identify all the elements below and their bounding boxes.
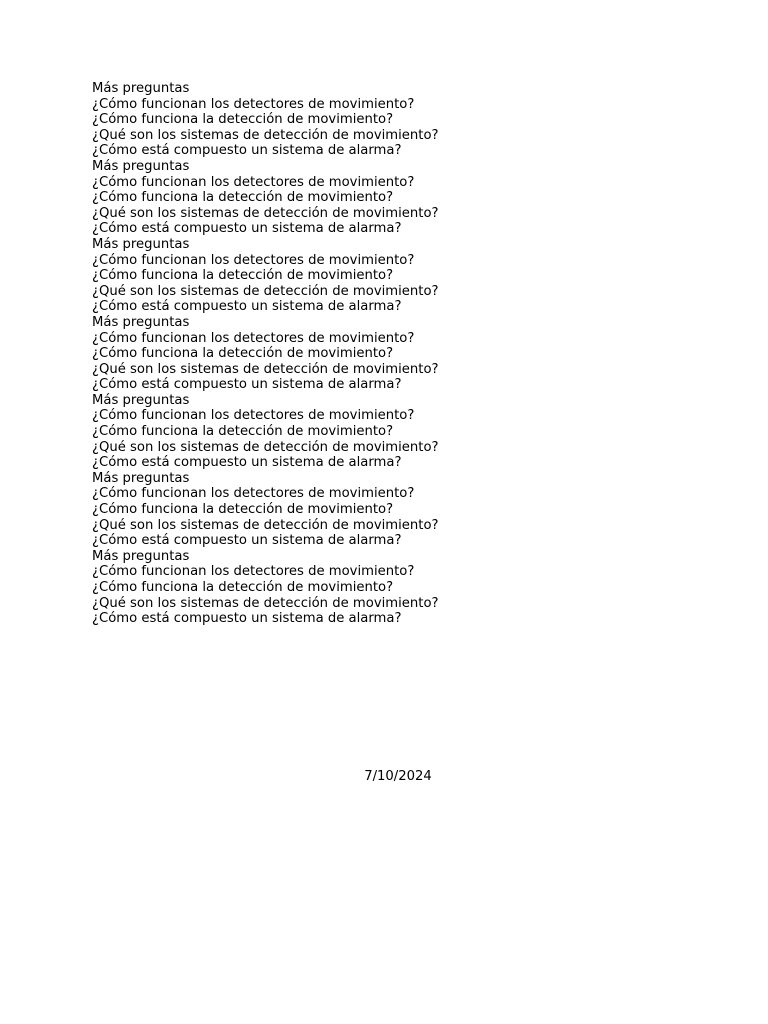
question-item: ¿Cómo funcionan los detectores de movimiento? [92,174,415,190]
question-item: ¿Cómo funciona la detección de movimiento? [92,424,394,440]
question-item: ¿Cómo está compuesto un sistema de alarma? [92,611,402,627]
question-item: ¿Cómo funcionan los detectores de movimiento? [92,96,415,112]
question-item: ¿Cómo está compuesto un sistema de alarma? [92,299,402,315]
question-item: ¿Cómo está compuesto un sistema de alarma? [92,221,402,237]
block-heading: Más preguntas [92,236,190,252]
question-item: ¿Qué son los sistemas de detección de movimiento? [92,283,439,299]
question-item: ¿Qué son los sistemas de detección de movimiento? [92,127,439,143]
question-item: ¿Qué son los sistemas de detección de movimiento? [92,361,439,377]
question-block [92,315,732,393]
footer-date: 7/10/2024 [364,769,432,784]
question-item: ¿Cómo funciona la detección de movimiento? [92,580,394,595]
question-block [92,549,732,627]
block-heading: Más preguntas [92,158,190,174]
question-item: ¿Cómo está compuesto un sistema de alarma? [92,533,402,549]
question-item: ¿Cómo funcionan los detectores de movimiento? [92,486,415,502]
question-block [92,81,732,159]
question-block [92,393,732,471]
question-block [92,471,732,549]
question-item: ¿Qué son los sistemas de detección de movimiento? [92,517,439,533]
question-item: ¿Cómo funciona la detección de movimiento? [92,502,394,518]
block-heading: Más preguntas [92,548,190,564]
question-item: ¿Cómo funcionan los detectores de movimiento? [92,330,415,346]
question-block [92,237,732,315]
block-heading: Más preguntas [92,470,190,486]
questions-list [92,81,732,627]
question-block [92,159,732,237]
question-item: ¿Qué son los sistemas de detección de movimiento? [92,439,439,455]
question-item: ¿Cómo funcionan los detectores de movimiento? [92,252,415,268]
question-item: ¿Cómo está compuesto un sistema de alarma? [92,455,402,471]
question-item: ¿Qué son los sistemas de detección de movimiento? [92,595,439,611]
question-item: ¿Cómo funcionan los detectores de movimiento? [92,408,415,424]
question-item: ¿Cómo funciona la detección de movimiento? [92,112,394,128]
question-item: ¿Cómo funcionan los detectores de movimiento? [92,564,415,580]
question-item: ¿Cómo está compuesto un sistema de alarma? [92,377,402,393]
block-heading: Más preguntas [92,392,190,408]
question-item: ¿Cómo funciona la detección de movimiento? [92,346,394,362]
question-item: ¿Qué son los sistemas de detección de movimiento? [92,205,439,221]
question-item: ¿Cómo está compuesto un sistema de alarma? [92,143,402,159]
question-item: ¿Cómo funciona la detección de movimiento? [92,190,394,206]
block-heading: Más preguntas [92,81,190,96]
block-heading: Más preguntas [92,314,190,330]
question-item: ¿Cómo funciona la detección de movimiento? [92,268,394,284]
